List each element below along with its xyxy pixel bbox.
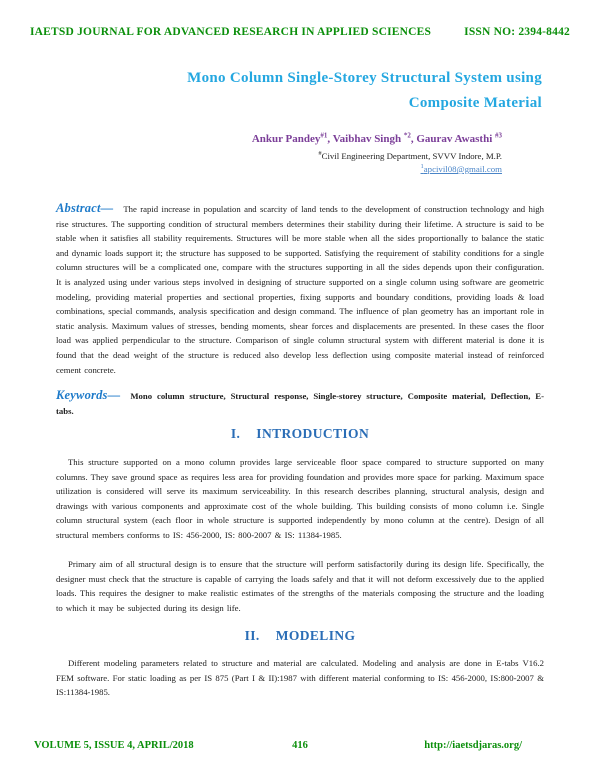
author-3: Gaurav Awasthi $^{\#3}$: [416, 131, 502, 145]
authors-line: [0, 131, 502, 145]
email-mark[interactable]: 1: [420, 163, 424, 170]
page-footer: [30, 740, 570, 756]
footer-page-number: 416: [292, 740, 308, 751]
author-2-affiliation-mark: *2: [403, 131, 411, 139]
author-2: Vaibhav Singh $^{*2}$,: [332, 131, 417, 145]
abstract-label: Abstract—: [56, 201, 114, 215]
section-numeral: I.: [230, 426, 241, 441]
email-line: [0, 163, 502, 174]
author-1-affiliation-mark: #1: [320, 131, 328, 139]
keywords-label: Keywords—: [56, 388, 121, 402]
keywords-text: Mono column structure, Structural response, Single-storey structure, Composite material, Deflection, E-tabs.: [56, 391, 544, 416]
introduction-paragraph-1: This structure supported on a mono column provides large serviceable floor space compared to structure supported on many columns. They save ground space as requires less area for providing foundation and provides more space for parking. Maximum space utilization is considered will serve its maximum serviceability. In this research describes planning, structural analysis, design and drawings with various components and approximate cost of the whole building. This building consists of mono column i.e. Single column structural system (each floor in whole structure is supported independently by mono column at the centre). Design of all structural members conforms to IS: 456-2000, IS: 800-2007 & IS: 11384-1985.: [56, 457, 544, 540]
section-heading-introduction: [0, 426, 600, 442]
modeling-paragraph-1: Different modeling parameters related to structure and material are calculated. Modeling and analysis are done in E-tabs V16.2 FEM software. For static loading as per IS 875 (Part I & II):1987 with different material conforming to IS: 456-2000, IS:800-2007 & IS:11384-1985.: [56, 658, 544, 698]
footer-volume-issue: VOLUME 5, ISSUE 4, APRIL/2018: [34, 740, 194, 751]
issn-number: ISSN NO: 2394-8442: [464, 26, 570, 38]
email-address[interactable]: apcivil08@gmail.com: [423, 163, 502, 174]
section-numeral: II.: [244, 628, 260, 643]
section-heading-modeling: [0, 628, 600, 644]
paper-title-line-2: Composite Material: [408, 95, 542, 111]
affiliation-line: [0, 150, 502, 161]
affiliation-text: Civil Engineering Department, SVVV Indore, M.P.: [321, 150, 502, 161]
email-link[interactable]: [421, 164, 502, 174]
introduction-paragraph-2: Primary aim of all structural design is to ensure that the structure will perform satisfactorily during its design life. Specifically, the designer must check that the structure is capable of carrying the loads safely and that it will not deform excessively due to the applied loads. This requires the designer to make realistic estimates of the strengths of the materials composing the structure and the loading to which it may be subjected during its design life.: [56, 559, 544, 613]
paper-title: [0, 66, 542, 116]
journal-name: IAETSD JOURNAL FOR ADVANCED RESEARCH IN APPLIED SCIENCES: [30, 26, 432, 38]
journal-header: [30, 26, 570, 38]
section-title: INTRODUCTION: [256, 426, 370, 441]
footer-journal-url: http://iaetsdjaras.org/: [424, 740, 522, 751]
abstract-paragraph: [56, 201, 544, 377]
author-3-affiliation-mark: #3: [495, 131, 502, 139]
abstract-text: The rapid increase in population and scarcity of land tends to the development of construction technology and high rise structures. The supporting condition of structural members determines their stability during their lifetime. A structure is said to be stable when it satisfies all stability requirements. Structures will be more stable when all the sides proportionally to balance the static and dynamic loads support it; the structure has supposed to be supported. Satisfying the requirement of stability conditions for a single column structures will be a complicated one, compare with the structures supporting in all the sides depends upon their configuration. It is analyzed using under various steps involved in designing of structure supported on a single column using software are geometric modeling, providing material properties and sectional properties, fixing supports and boundary conditions, providing loads & load combinations, special commands, analysis specification and design command. The influence of plan geometry has an important role in static analysis. Maximum values of stresses, bending moments, shear forces and displacements are presented. In these cases the floor load was applied perpendicular to the structure. Comparison of single column structural system with different material is done it is found that the dead weight of the structure is reduced also develop less deflection using composite material instead of reinforced cement concrete.: [56, 204, 544, 375]
paper-title-line-1: Mono Column Single-Storey Structural System using: [187, 70, 542, 86]
section-title: MODELING: [275, 628, 356, 643]
affiliation-mark: #: [318, 150, 322, 157]
keywords-paragraph: [56, 388, 544, 418]
author-1: Ankur Pandey$^{\#1}$,: [251, 131, 333, 145]
